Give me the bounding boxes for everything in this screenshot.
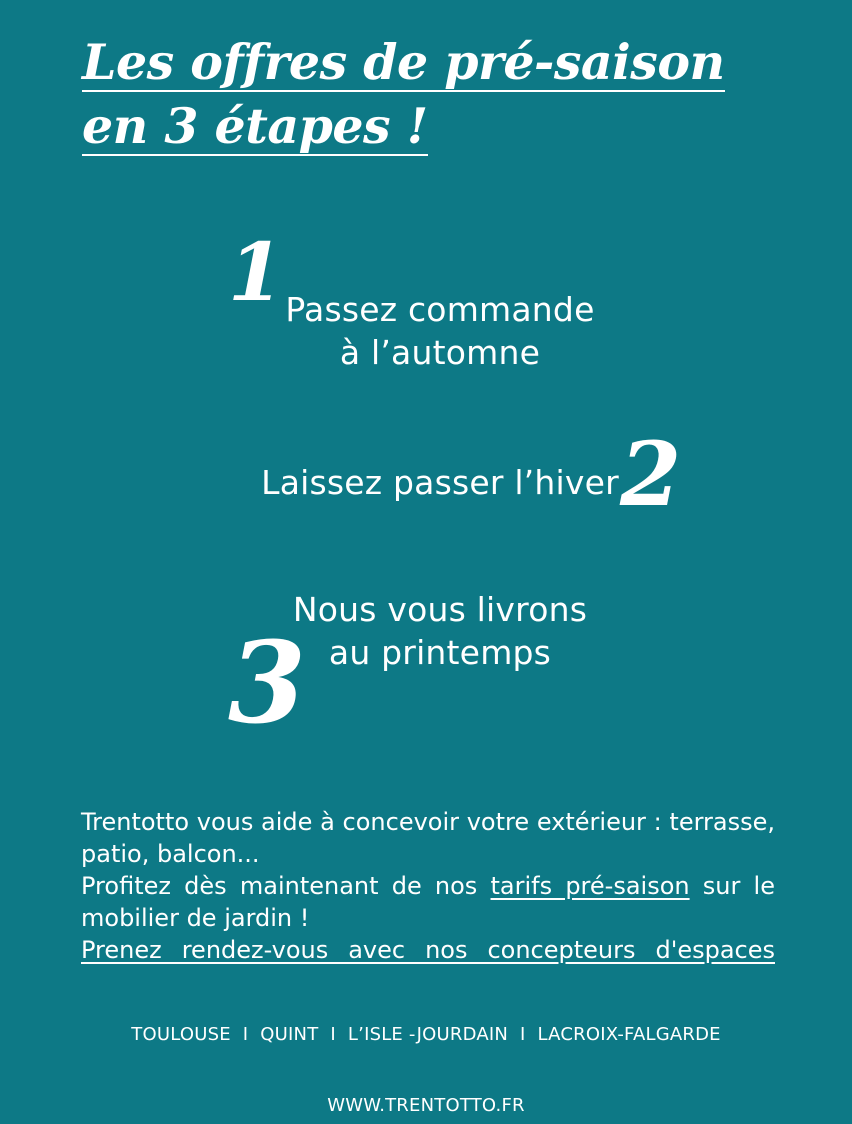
- location-toulouse: TOULOUSE: [131, 1024, 231, 1045]
- step-3-line-1: Nous vous livrons: [292, 590, 588, 629]
- step-3-line-2: au printemps: [328, 633, 552, 672]
- step-1-line-2: à l’automne: [339, 333, 541, 372]
- title-line-1: Les offres de pré-saison: [82, 33, 725, 91]
- description-block: [81, 806, 775, 966]
- location-quint: QUINT: [260, 1024, 319, 1045]
- step-2-text: [250, 461, 630, 504]
- step-3-text: [270, 588, 610, 674]
- book-appointment-link[interactable]: Prenez rendez-vous avec nos concepteurs d'espaces: [81, 936, 775, 964]
- location-isle-jourdain: L’ISLE -JOURDAIN: [347, 1024, 509, 1045]
- step-3-number: 3: [228, 618, 306, 749]
- location-separator: I: [330, 1024, 336, 1045]
- step-1-number: 1: [228, 225, 284, 319]
- step-2-number: 2: [620, 422, 682, 526]
- location-separator: I: [242, 1024, 249, 1045]
- pre-season-prices-link[interactable]: tarifs pré-saison: [490, 872, 690, 900]
- step-1-line-1: Passez commande: [285, 290, 595, 329]
- location-separator: I: [520, 1024, 526, 1045]
- location-lacroix-falgarde: LACROIX-FALGARDE: [537, 1024, 721, 1045]
- website-url: WWW.TRENTOTTO.FR: [327, 1095, 525, 1116]
- title-line-2: en 3 étapes !: [82, 97, 428, 155]
- step-2-line-1: Laissez passer l’hiver: [261, 463, 619, 502]
- page-title: [82, 30, 725, 158]
- step-1-text: [270, 288, 610, 374]
- description-paragraph-2: [81, 870, 775, 934]
- paragraph-2-text-after: sur le mobilier de jardin !: [81, 872, 775, 932]
- paragraph-2-text-before: Profitez dès maintenant de nos: [81, 872, 491, 900]
- store-locations: [0, 1022, 852, 1048]
- description-paragraph-1: Trentotto vous aide à concevoir votre extérieur : terrasse, patio, balcon...: [81, 808, 775, 868]
